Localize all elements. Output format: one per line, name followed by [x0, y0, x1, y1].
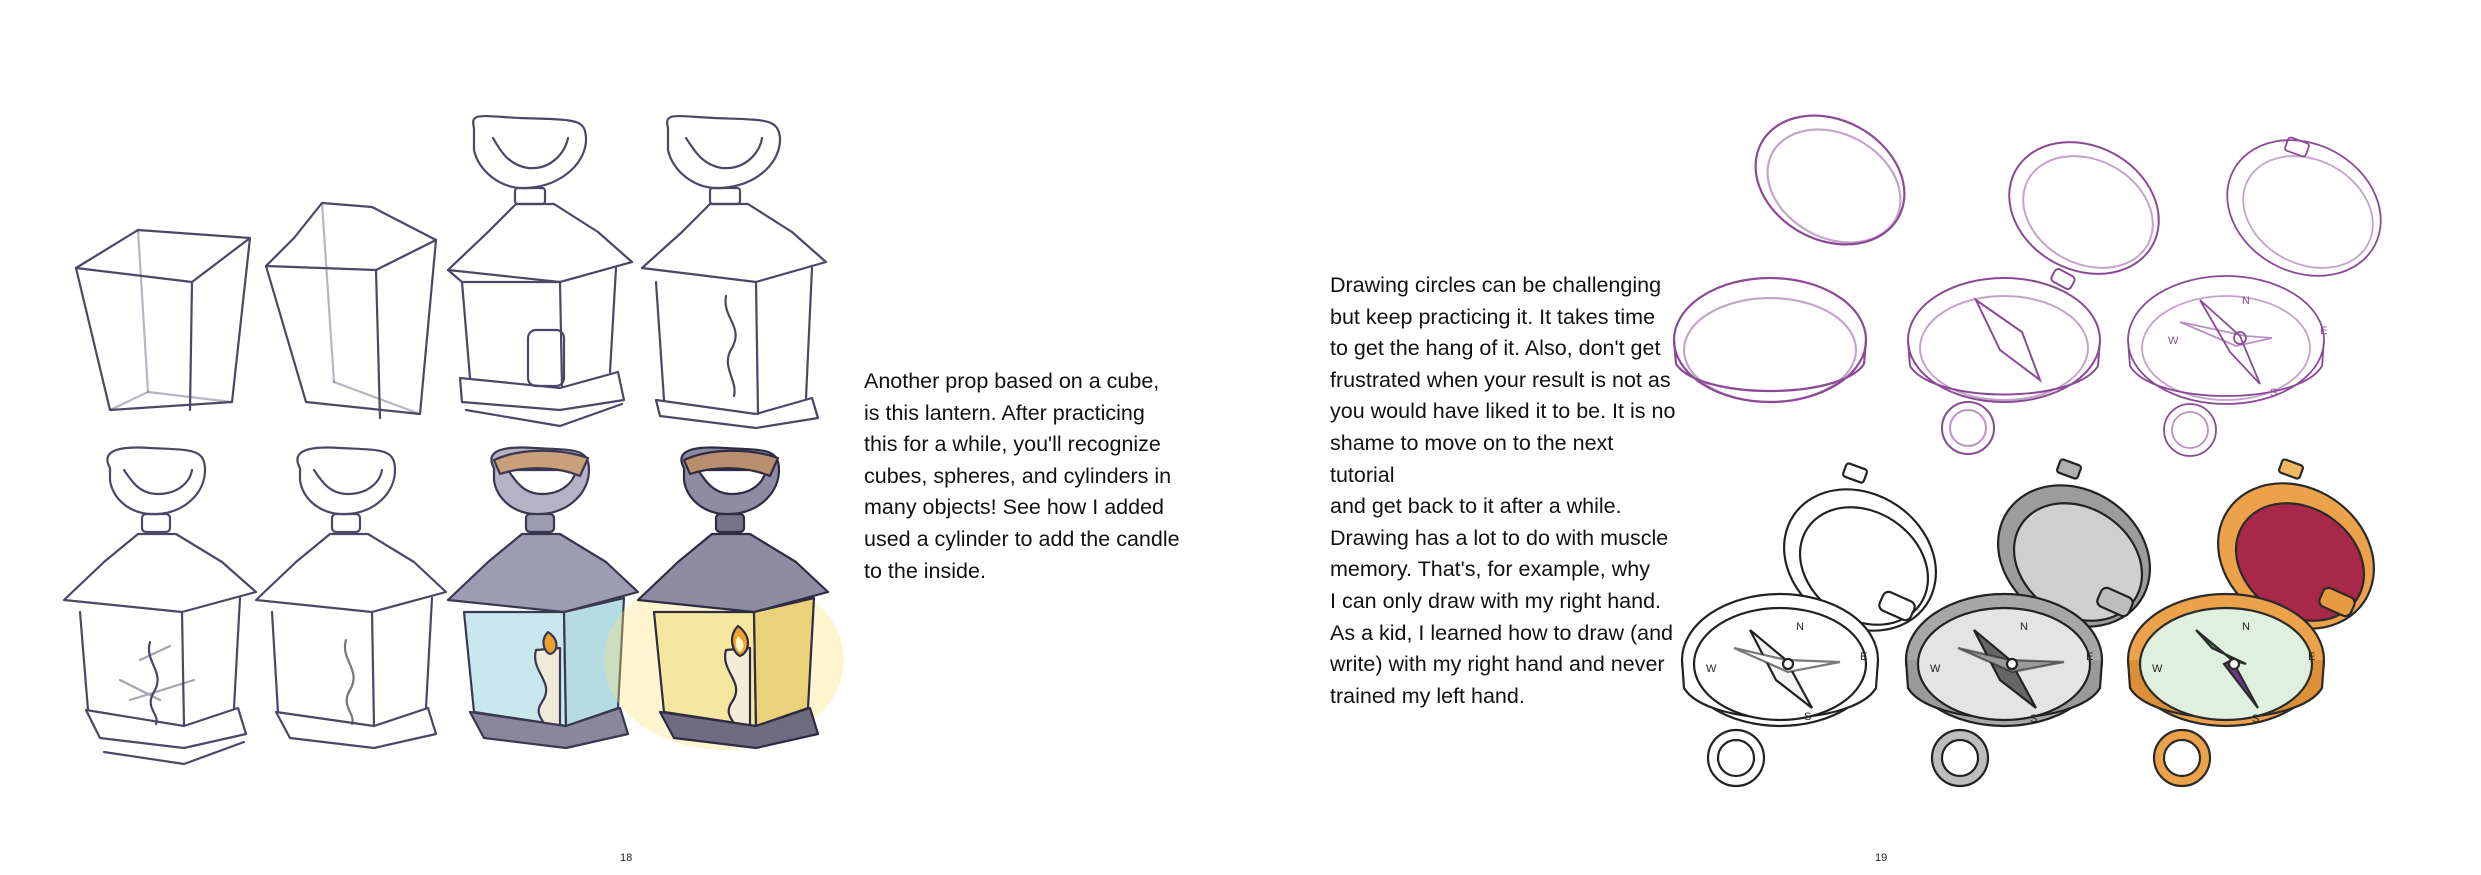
right-page	[1240, 0, 2480, 875]
lantern-step-8	[604, 448, 844, 750]
lantern-step-4	[642, 116, 826, 428]
compass-label-w: W	[2168, 335, 2179, 347]
compass-colored	[2128, 454, 2402, 786]
compass-colored-n: N	[2242, 621, 2250, 633]
compass-label-s: S	[2270, 387, 2278, 399]
compass-colored-s: S	[2252, 713, 2260, 725]
compass-sketch-2	[1908, 117, 2182, 454]
compass-label-n: N	[2242, 295, 2250, 307]
compass-colored-w: W	[2152, 663, 2163, 675]
compass-outline-e: E	[1860, 651, 1868, 663]
page-number: 19	[1875, 852, 1888, 864]
compass-sketch-3	[2128, 114, 2405, 456]
compass-grey	[1906, 457, 2177, 786]
compass-outline-s: S	[1804, 711, 1812, 723]
compass-grey-s: S	[2030, 713, 2038, 725]
lantern-step-3	[448, 116, 632, 426]
compass-grey-n: N	[2020, 621, 2028, 633]
compass-sketch-1	[1674, 90, 1927, 402]
compass-illustrations	[1240, 0, 2480, 875]
compass-grey-e: E	[2086, 651, 2094, 663]
lantern-description: Another prop based on a cube, is this lantern. After practicing this for a while, you'll recognize cubes, spheres, and cylinders in many objects! See how I added used a cylinder to add the candle to the inside.	[864, 369, 1180, 583]
left-page	[0, 0, 1240, 875]
lantern-step-1	[76, 230, 250, 410]
lantern-step-2	[266, 203, 436, 418]
page-number: 18	[620, 852, 633, 864]
compass-colored-e: E	[2308, 651, 2316, 663]
lantern-step-5	[64, 448, 256, 764]
lantern-step-7	[448, 448, 638, 748]
compass-outline-n: N	[1796, 621, 1804, 633]
compass-label-e: E	[2320, 325, 2328, 337]
lantern-step-6	[256, 448, 446, 748]
compass-outline-w: W	[1706, 663, 1717, 675]
compass-description: Drawing circles can be challenging but keep practicing it. It takes time to get the hang of it. Also, don't get frustrated when your result is not as you would have liked it to be. It is no shame to move on to the next tutorial and get back to it after a while. Drawing has a lot to do with muscle memory. That's, for example, why I can only draw with my right hand. As a kid, I learned how to draw (and write) with my right hand and never trained my left hand.	[1330, 273, 1676, 708]
compass-grey-w: W	[1930, 663, 1941, 675]
